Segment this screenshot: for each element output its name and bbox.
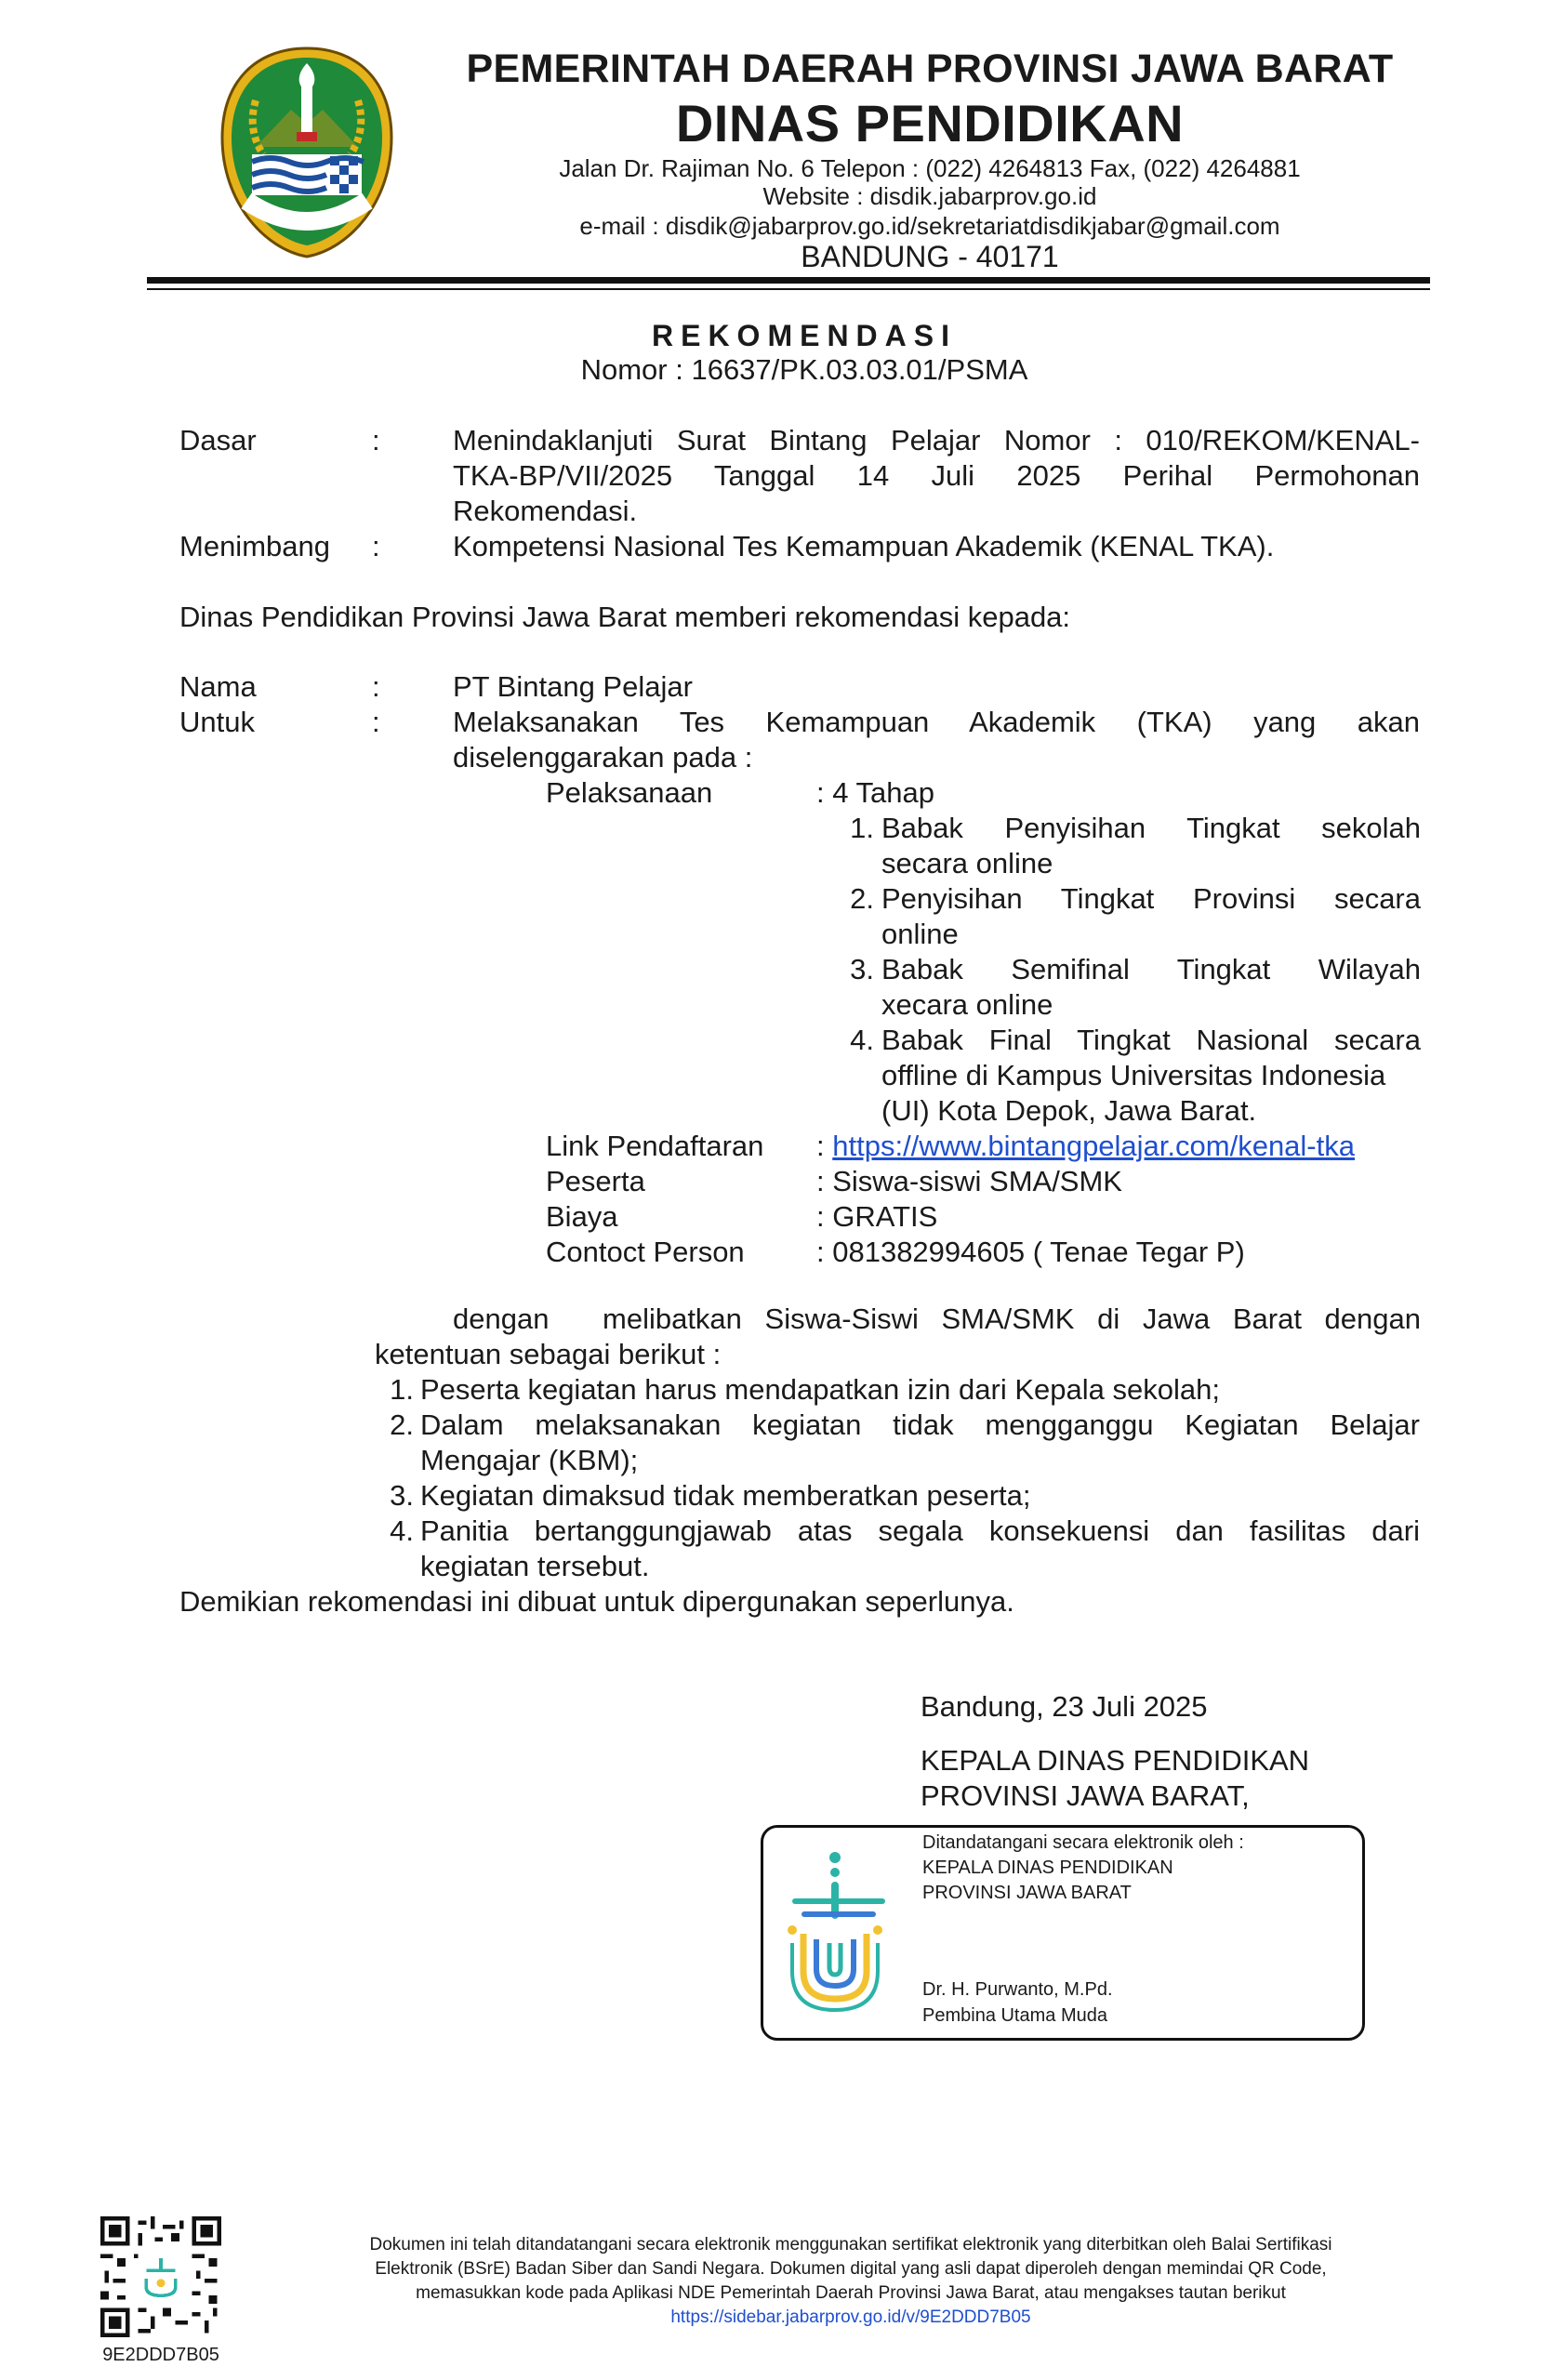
signature-position-2: PROVINSI JAWA BARAT, — [921, 1779, 1250, 1812]
qr-code-label: 9E2DDD7B05 — [102, 2345, 219, 2365]
link-colon: : — [816, 1130, 825, 1162]
menimbang-label: Menimbang — [179, 530, 330, 562]
signature-box-line-3: PROVINSI JAWA BARAT — [922, 1883, 1132, 1903]
footer-line-2: Elektronik (BSrE) Badan Siber dan Sandi Negara. Dokumen digital yang asli dapat diperoleh dengan memindai QR Code, — [375, 2259, 1327, 2279]
nama-value: PT Bintang Pelajar — [453, 670, 693, 703]
condition-text: Mengajar (KBM); — [420, 1444, 639, 1476]
condition-text: Peserta kegiatan harus mendapatkan izin dari Kepala sekolah; — [420, 1373, 1220, 1406]
condition-text: Panitia bertanggungjawab atas segala konsekuensi dan fasilitas dari — [420, 1514, 1420, 1547]
stage-text: offline di Kampus Universitas Indonesia — [881, 1059, 1386, 1091]
untuk-colon: : — [372, 706, 380, 738]
stage-text: xecara online — [881, 988, 1053, 1021]
condition-number: 4. — [390, 1514, 414, 1547]
province-emblem-logo — [219, 45, 395, 260]
qr-code-icon — [100, 2216, 221, 2337]
electronic-signature-mark-icon — [779, 1850, 900, 2013]
signatory-rank: Pembina Utama Muda — [922, 2005, 1107, 2026]
signature-box-line-2: KEPALA DINAS PENDIDIKAN — [922, 1858, 1173, 1878]
letterhead-city: BANDUNG - 40171 — [801, 240, 1059, 273]
link-label: Link Pendaftaran — [546, 1130, 764, 1162]
footer-line-3: memasukkan kode pada Aplikasi NDE Pemerintah Daerah Provinsi Jawa Barat, atau mengakses tautan berikut — [416, 2283, 1286, 2303]
stage-number: 3. — [850, 953, 874, 985]
ketentuan-word: dengan — [453, 1302, 550, 1335]
letterhead-website: Website : disdik.jabarprov.go.id — [762, 182, 1097, 210]
letterhead-email: e-mail : disdik@jabarprov.go.id/sekretariatdisdikjabar@gmail.com — [579, 212, 1280, 240]
condition-text: kegiatan tersebut. — [420, 1550, 650, 1582]
dasar-label: Dasar — [179, 424, 257, 456]
pelaksanaan-value: : 4 Tahap — [816, 776, 934, 809]
link-row — [816, 1129, 1355, 1164]
ketentuan-line-1: melibatkan Siswa-Siswi SMA/SMK di Jawa Barat dengan — [603, 1302, 1421, 1335]
stage-text: secara online — [881, 847, 1053, 879]
contact-label: Contoct Person — [546, 1236, 745, 1268]
biaya-label: Biaya — [546, 1200, 618, 1233]
letterhead-government: PEMERINTAH DAERAH PROVINSI JAWA BARAT — [466, 46, 1394, 91]
peserta-value: : Siswa-siswi SMA/SMK — [816, 1165, 1122, 1197]
letterhead-rule-thin — [147, 288, 1430, 290]
letterhead-address: Jalan Dr. Rajiman No. 6 Telepon : (022) 4264813 Fax, (022) 4264881 — [559, 154, 1301, 182]
closing-text: Demikian rekomendasi ini dibuat untuk dipergunakan seperlunya. — [179, 1585, 1014, 1618]
condition-number: 3. — [390, 1479, 414, 1512]
letterhead-rule-thick — [147, 277, 1430, 284]
verification-link[interactable]: https://sidebar.jabarprov.go.id/v/9E2DDD7B05 — [670, 2307, 1031, 2327]
signature-position-1: KEPALA DINAS PENDIDIKAN — [921, 1744, 1310, 1777]
peserta-label: Peserta — [546, 1165, 645, 1197]
nama-colon: : — [372, 670, 380, 703]
stage-text: Babak Penyisihan Tingkat sekolah — [881, 812, 1421, 844]
dasar-line-1: Menindaklanjuti Surat Bintang Pelajar Nomor : 010/REKOM/KENAL- — [453, 424, 1420, 456]
letterhead-agency: DINAS PENDIDIKAN — [675, 94, 1185, 152]
registration-link[interactable]: https://www.bintangpelajar.com/kenal-tka — [832, 1130, 1355, 1162]
menimbang-colon: : — [372, 530, 380, 562]
stage-text: Babak Semifinal Tingkat Wilayah — [881, 953, 1421, 985]
signature-place-date: Bandung, 23 Juli 2025 — [921, 1690, 1208, 1723]
document-number: Nomor : 16637/PK.03.03.01/PSMA — [580, 353, 1028, 386]
condition-number: 1. — [390, 1373, 414, 1406]
biaya-value: : GRATIS — [816, 1200, 938, 1233]
ketentuan-line-2: ketentuan sebagai berikut : — [375, 1338, 722, 1370]
signature-box-line-1: Ditandatangani secara elektronik oleh : — [922, 1832, 1244, 1853]
stage-text: Penyisihan Tingkat Provinsi secara — [881, 882, 1421, 915]
contact-value: : 081382994605 ( Tenae Tegar P) — [816, 1236, 1245, 1268]
pelaksanaan-label: Pelaksanaan — [546, 776, 713, 809]
condition-text: Dalam melaksanakan kegiatan tidak mengganggu Kegiatan Belajar — [420, 1408, 1420, 1441]
dasar-colon: : — [372, 424, 380, 456]
footer-line-1: Dokumen ini telah ditandatangani secara elektronik menggunakan sertifikat elektronik yang diterbitkan oleh Balai Sertifikasi — [369, 2235, 1332, 2254]
stage-number: 4. — [850, 1024, 874, 1056]
intro-text: Dinas Pendidikan Provinsi Jawa Barat memberi rekomendasi kepada: — [179, 601, 1071, 633]
stage-number: 2. — [850, 882, 874, 915]
condition-text: Kegiatan dimaksud tidak memberatkan peserta; — [420, 1479, 1031, 1512]
untuk-line-1: Melaksanakan Tes Kemampuan Akademik (TKA) yang akan — [453, 706, 1420, 738]
menimbang-text: Kompetensi Nasional Tes Kemampuan Akademik (KENAL TKA). — [453, 530, 1275, 562]
untuk-label: Untuk — [179, 706, 255, 738]
stage-text: online — [881, 918, 959, 950]
document-title: REKOMENDASI — [651, 319, 957, 352]
untuk-line-2: diselenggarakan pada : — [453, 741, 753, 774]
nama-label: Nama — [179, 670, 257, 703]
dasar-line-3: Rekomendasi. — [453, 495, 638, 527]
stage-number: 1. — [850, 812, 874, 844]
stage-text: Babak Final Tingkat Nasional secara — [881, 1024, 1421, 1056]
stage-text: (UI) Kota Depok, Jawa Barat. — [881, 1094, 1257, 1127]
condition-number: 2. — [390, 1408, 414, 1441]
dasar-line-2: TKA-BP/VII/2025 Tanggal 14 Juli 2025 Perihal Permohonan — [453, 459, 1420, 492]
signatory-name: Dr. H. Purwanto, M.Pd. — [922, 1979, 1113, 2000]
